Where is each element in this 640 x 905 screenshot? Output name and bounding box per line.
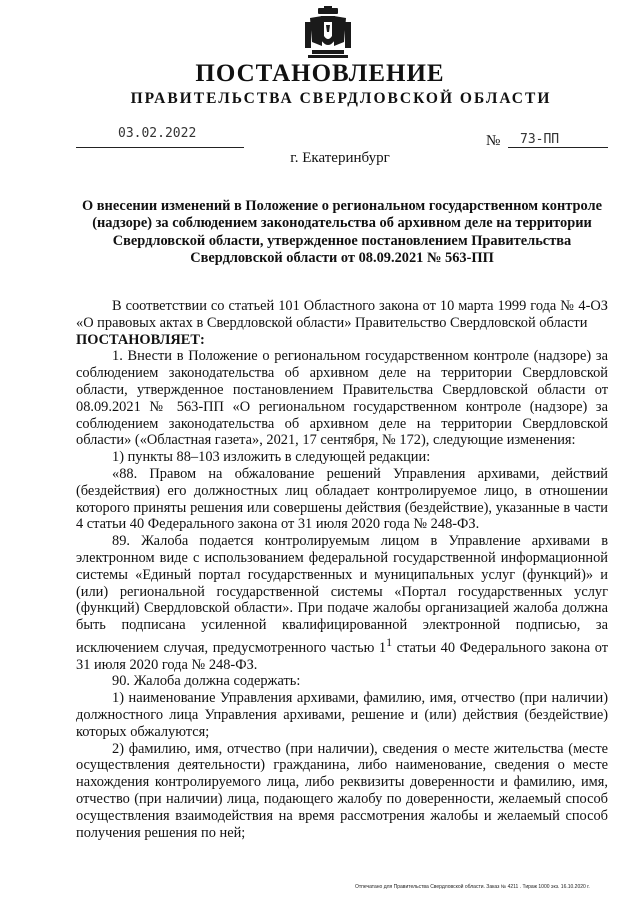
paragraph-1-1: 1) пункты 88–103 изложить в следующей редакции:	[112, 449, 431, 466]
paragraph-90: 90. Жалоба должна содержать:	[112, 673, 301, 690]
document-title: О внесении изменений в Положение о региональном государственном контроле (надзоре) за соблюдением законодательства об архивном деле на территории Свердловской области, утвержденное постановлением Правительства Свердловской области от 08.09.2021 № 563-ПП	[81, 198, 602, 267]
paragraph-89-text-a: 89. Жалоба подается контролируемым лицом в Управление архивами в электронном виде с использованием федеральной государственной информационной системы «Единый портал государственных и муниципальных услуг (функций)» и (или) региональной государственной системы «Портал государственных услуг (функций) Свердловской области». При подаче жалобы организацией жалоба должна быть подписана усиленной квалифицированной электронной подписью, за исключением случая, предусмотренного частью 1	[76, 533, 608, 656]
paragraph-89	[76, 533, 608, 673]
document-number: 73-ПП	[520, 132, 560, 147]
paragraph-1: 1. Внести в Положение о региональном государственном контроле (надзоре) за соблюдением законодательства об архивном деле на территории Свердловской области, утвержденное постановлением Правительства Свердловской области от 08.09.2021 № 563-ПП «О региональном государственном контроле (надзоре) за соблюдением законодательства об архивном деле на территории Свердловской области» («Областная газета», 2021, 17 сентября, № 172), следующие изменения:	[76, 348, 608, 449]
number-underline	[508, 147, 608, 148]
coat-of-arms-icon	[302, 6, 354, 60]
print-footer: Отпечатано для Правительства Свердловской области. Заказ № 4211 . Тираж 1000 экз. 16.10.2020 г.	[355, 884, 590, 890]
paragraph-88: «88. Правом на обжалование решений Управления архивами, действий (бездействия) его должностных лиц обладает контролируемое лицо, в отношении которого приняты решения или совершены действия (бездействие), указанные в части 4 статьи 40 Федерального закона от 31 июля 2020 года № 248-ФЗ.	[76, 465, 608, 533]
resolves-heading: ПОСТАНОВЛЯЕТ:	[76, 331, 205, 348]
document-date: 03.02.2022	[118, 126, 197, 141]
page-title: ПОСТАНОВЛЕНИЕ	[195, 60, 445, 87]
number-label: №	[486, 133, 501, 149]
date-underline	[76, 147, 244, 148]
paragraph-89-text-b: статьи 40 Федерального закона от 31 июля 2020 года № 248-ФЗ.	[76, 639, 608, 673]
document-body	[76, 298, 608, 841]
paragraph-90-2: 2) фамилию, имя, отчество (при наличии), сведения о месте жительства (месте осуществления деятельности) гражданина, либо наименование, сведения о месте нахождения контролируемого лица, либо реквизиты доверенности и фамилию, имя, отчество (при наличии) лица, подающего жалобу по доверенности, желаемый способ осуществления взаимодействия на время рассмотрения жалобы и желаемый способ получения решения по ней;	[76, 740, 608, 841]
intro-paragraph: В соответствии со статьей 101 Областного закона от 10 марта 1999 года № 4-ОЗ «О правовых актах в Свердловской области» Правительство Свердловской области	[76, 298, 608, 331]
paragraph-90-1: 1) наименование Управления архивами, фамилию, имя, отчество (при наличии) должностного лица Управления архивами, решение и (или) действия (бездействие) которых обжалуются;	[76, 690, 608, 740]
paragraph-89-superscript: 1	[386, 634, 393, 649]
document-city: г. Екатеринбург	[290, 150, 390, 166]
page-subtitle: ПРАВИТЕЛЬСТВА СВЕРДЛОВСКОЙ ОБЛАСТИ	[130, 90, 552, 107]
